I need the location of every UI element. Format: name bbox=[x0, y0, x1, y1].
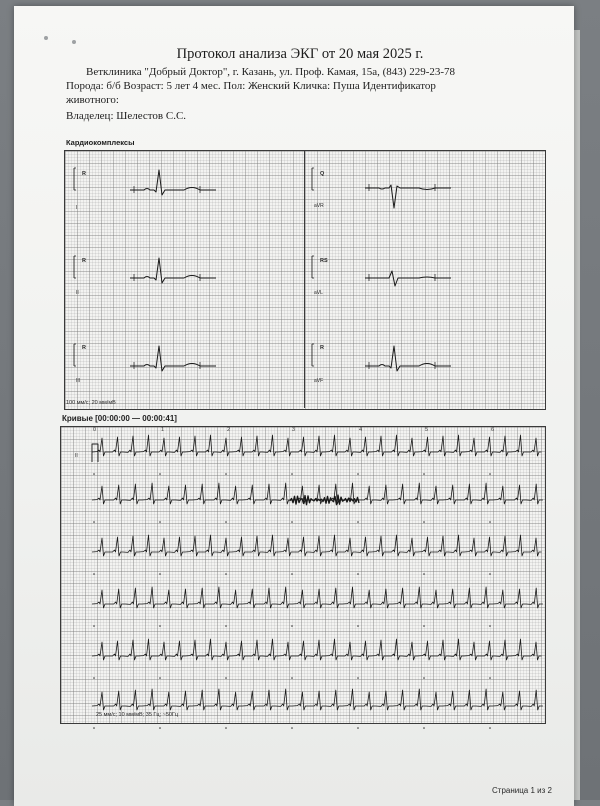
second-marker bbox=[159, 625, 161, 627]
rhythm-strip-trace bbox=[92, 689, 543, 710]
lead-label: I bbox=[76, 205, 78, 211]
rhythm-strip-trace bbox=[92, 587, 543, 608]
curves-label: Кривые [00:00:00 — 00:00:41] bbox=[62, 414, 177, 423]
second-marker bbox=[93, 625, 95, 627]
second-marker bbox=[225, 677, 227, 679]
second-marker bbox=[357, 573, 359, 575]
lead-label: aVL bbox=[314, 290, 323, 296]
lead-label: II bbox=[76, 290, 79, 296]
second-marker bbox=[357, 521, 359, 523]
morphology-label: Q bbox=[320, 171, 325, 177]
second-marker bbox=[357, 625, 359, 627]
second-marker bbox=[93, 573, 95, 575]
second-marker bbox=[159, 677, 161, 679]
second-marker bbox=[291, 727, 293, 729]
second-marker bbox=[159, 473, 161, 475]
second-marker bbox=[489, 573, 491, 575]
second-marker bbox=[423, 677, 425, 679]
patient-info: Порода: б/б Возраст: 5 лет 4 мес. Пол: Женский Кличка: Пуша Идентификатор bbox=[66, 80, 436, 92]
second-marker bbox=[93, 521, 95, 523]
second-marker bbox=[357, 473, 359, 475]
second-marker bbox=[159, 727, 161, 729]
time-tick: 3 bbox=[292, 427, 296, 433]
second-marker bbox=[159, 521, 161, 523]
second-marker bbox=[93, 677, 95, 679]
second-marker bbox=[423, 625, 425, 627]
second-marker bbox=[225, 727, 227, 729]
second-marker bbox=[159, 573, 161, 575]
second-marker bbox=[93, 727, 95, 729]
owner-info: Владелец: Шелестов С.С. bbox=[66, 110, 187, 122]
lead-label: aVF bbox=[314, 378, 324, 384]
page-number: Страница 1 из 2 bbox=[492, 786, 552, 795]
calibration-pulse bbox=[92, 444, 98, 462]
morphology-label: R bbox=[320, 345, 324, 351]
morphology-label: R bbox=[82, 258, 86, 264]
complexes-scale-note: 100 мм/с; 20 мм/мВ bbox=[66, 400, 116, 406]
time-tick: 6 bbox=[491, 427, 495, 433]
report-title: Протокол анализа ЭКГ от 20 мая 2025 г. bbox=[176, 46, 424, 62]
second-marker bbox=[489, 473, 491, 475]
motion-artifact-trace bbox=[290, 495, 359, 505]
second-marker bbox=[291, 521, 293, 523]
rhythm-strip-trace bbox=[92, 639, 542, 660]
time-tick: 2 bbox=[227, 427, 231, 433]
second-marker bbox=[489, 521, 491, 523]
morphology-label: R bbox=[82, 171, 86, 177]
strip-lead-label: II bbox=[75, 453, 78, 459]
second-marker bbox=[423, 727, 425, 729]
second-marker bbox=[489, 677, 491, 679]
second-marker bbox=[225, 573, 227, 575]
lead-label: aVR bbox=[314, 203, 324, 209]
second-marker bbox=[423, 521, 425, 523]
rhythm-strip-trace bbox=[92, 535, 542, 556]
lead-label: III bbox=[76, 378, 81, 384]
second-marker bbox=[423, 473, 425, 475]
time-tick: 4 bbox=[359, 427, 363, 433]
clinic-info: Ветклиника "Добрый Доктор", г. Казань, ул. Проф. Камая, 15а, (843) 229-23-78 bbox=[86, 66, 456, 78]
time-tick: 1 bbox=[161, 427, 165, 433]
rhythm-strip-trace bbox=[92, 435, 542, 456]
patient-info-cont: животного: bbox=[66, 94, 119, 106]
second-marker bbox=[357, 677, 359, 679]
second-marker bbox=[93, 473, 95, 475]
second-marker bbox=[291, 625, 293, 627]
second-marker bbox=[225, 473, 227, 475]
second-marker bbox=[489, 727, 491, 729]
morphology-label: RS bbox=[320, 258, 328, 264]
second-marker bbox=[291, 677, 293, 679]
second-marker bbox=[225, 521, 227, 523]
second-marker bbox=[357, 727, 359, 729]
second-marker bbox=[489, 625, 491, 627]
second-marker bbox=[225, 625, 227, 627]
cardiocomplexes-label: Кардиокомплексы bbox=[66, 138, 135, 147]
morphology-label: R bbox=[82, 345, 86, 351]
time-tick: 0 bbox=[93, 427, 97, 433]
second-marker bbox=[423, 573, 425, 575]
curves-scale-note: 25 мм/с; 10 мм/мВ; 35 Гц; ~50Гц bbox=[96, 712, 179, 718]
second-marker bbox=[291, 473, 293, 475]
time-tick: 5 bbox=[425, 427, 429, 433]
second-marker bbox=[291, 573, 293, 575]
